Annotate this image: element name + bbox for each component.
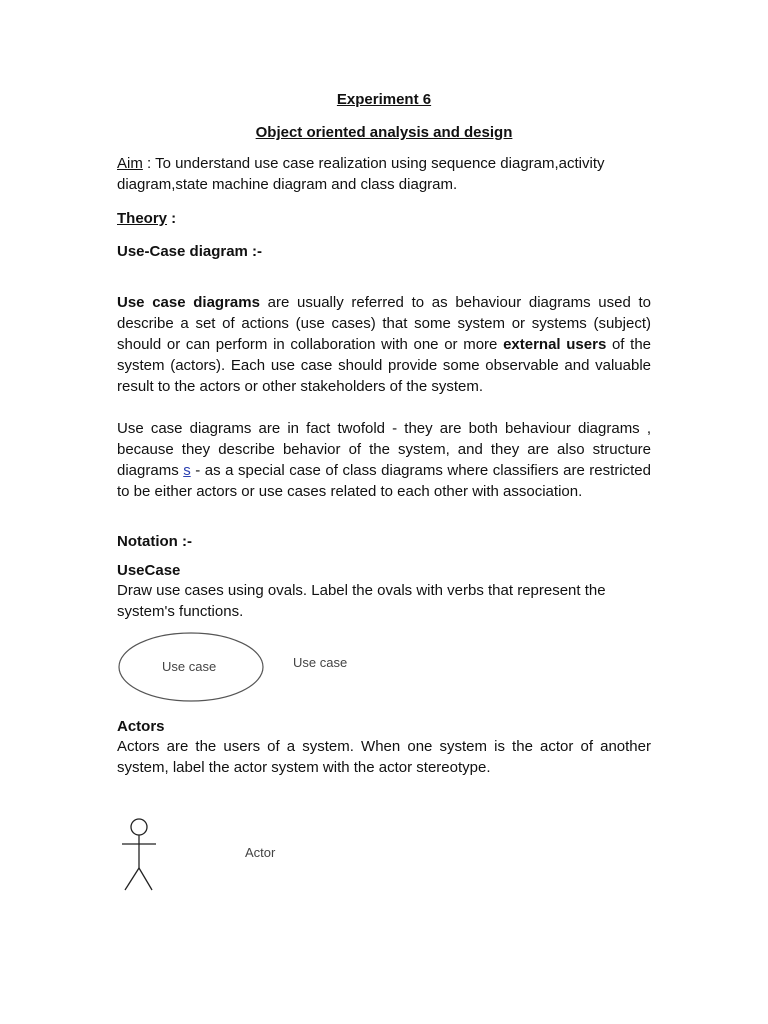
document-subtitle: Object oriented analysis and design [255, 124, 513, 141]
notation-heading: Notation :- [117, 533, 192, 550]
usecase-description: Draw use cases using ovals. Label the ovals with verbs that represent the system's functions. [117, 582, 606, 620]
para1-text-1: are usually referred to as behaviour diagrams used to describe a set of actions (use cases) that some system or systems (subject) should or can perform in collaboration with one or more [117, 294, 651, 353]
aim-label: Aim [117, 155, 143, 172]
theory-heading [117, 208, 651, 229]
theory-colon: : [167, 210, 177, 227]
para2-text-2: - as a special case of class diagrams where classifiers are restricted to be either actors or use cases related to each other with association. [117, 462, 651, 500]
usecase-diagrams-term: Use case diagrams [117, 294, 260, 311]
actor-label: Actor [245, 845, 276, 860]
usecase-oval-label: Use case [162, 659, 217, 674]
structure-diagrams-link[interactable]: s [183, 462, 191, 479]
usecase-diagram-heading: Use-Case diagram :- [117, 243, 263, 260]
aim-paragraph [117, 153, 651, 195]
external-users-term: external users [503, 336, 607, 353]
actors-description: Actors are the users of a system. When one system is the actor of another system, label the actor system with the actor stereotype. [117, 738, 651, 776]
actor-stick-figure-icon [120, 818, 160, 894]
usecase-subheading: UseCase [117, 562, 181, 579]
usecase-side-label: Use case [293, 655, 348, 670]
theory-label: Theory [117, 210, 168, 227]
aim-text: : To understand use case realization using sequence diagram,activity diagram,state machine diagram and class diagram. [117, 155, 605, 193]
para2-text-1: Use case diagrams are in fact twofold - they are both behaviour diagrams , because they describe behavior of the system, and they are also structure diagrams [117, 420, 651, 479]
document-title: Experiment 6 [336, 91, 432, 108]
usecase-paragraph-1 [117, 292, 651, 397]
actors-subheading: Actors [117, 718, 165, 735]
usecase-paragraph-2 [117, 418, 651, 502]
para1-text-2: of the system (actors). Each use case should provide some observable and valuable result to the actors or other stakeholders of the system. [117, 336, 651, 395]
